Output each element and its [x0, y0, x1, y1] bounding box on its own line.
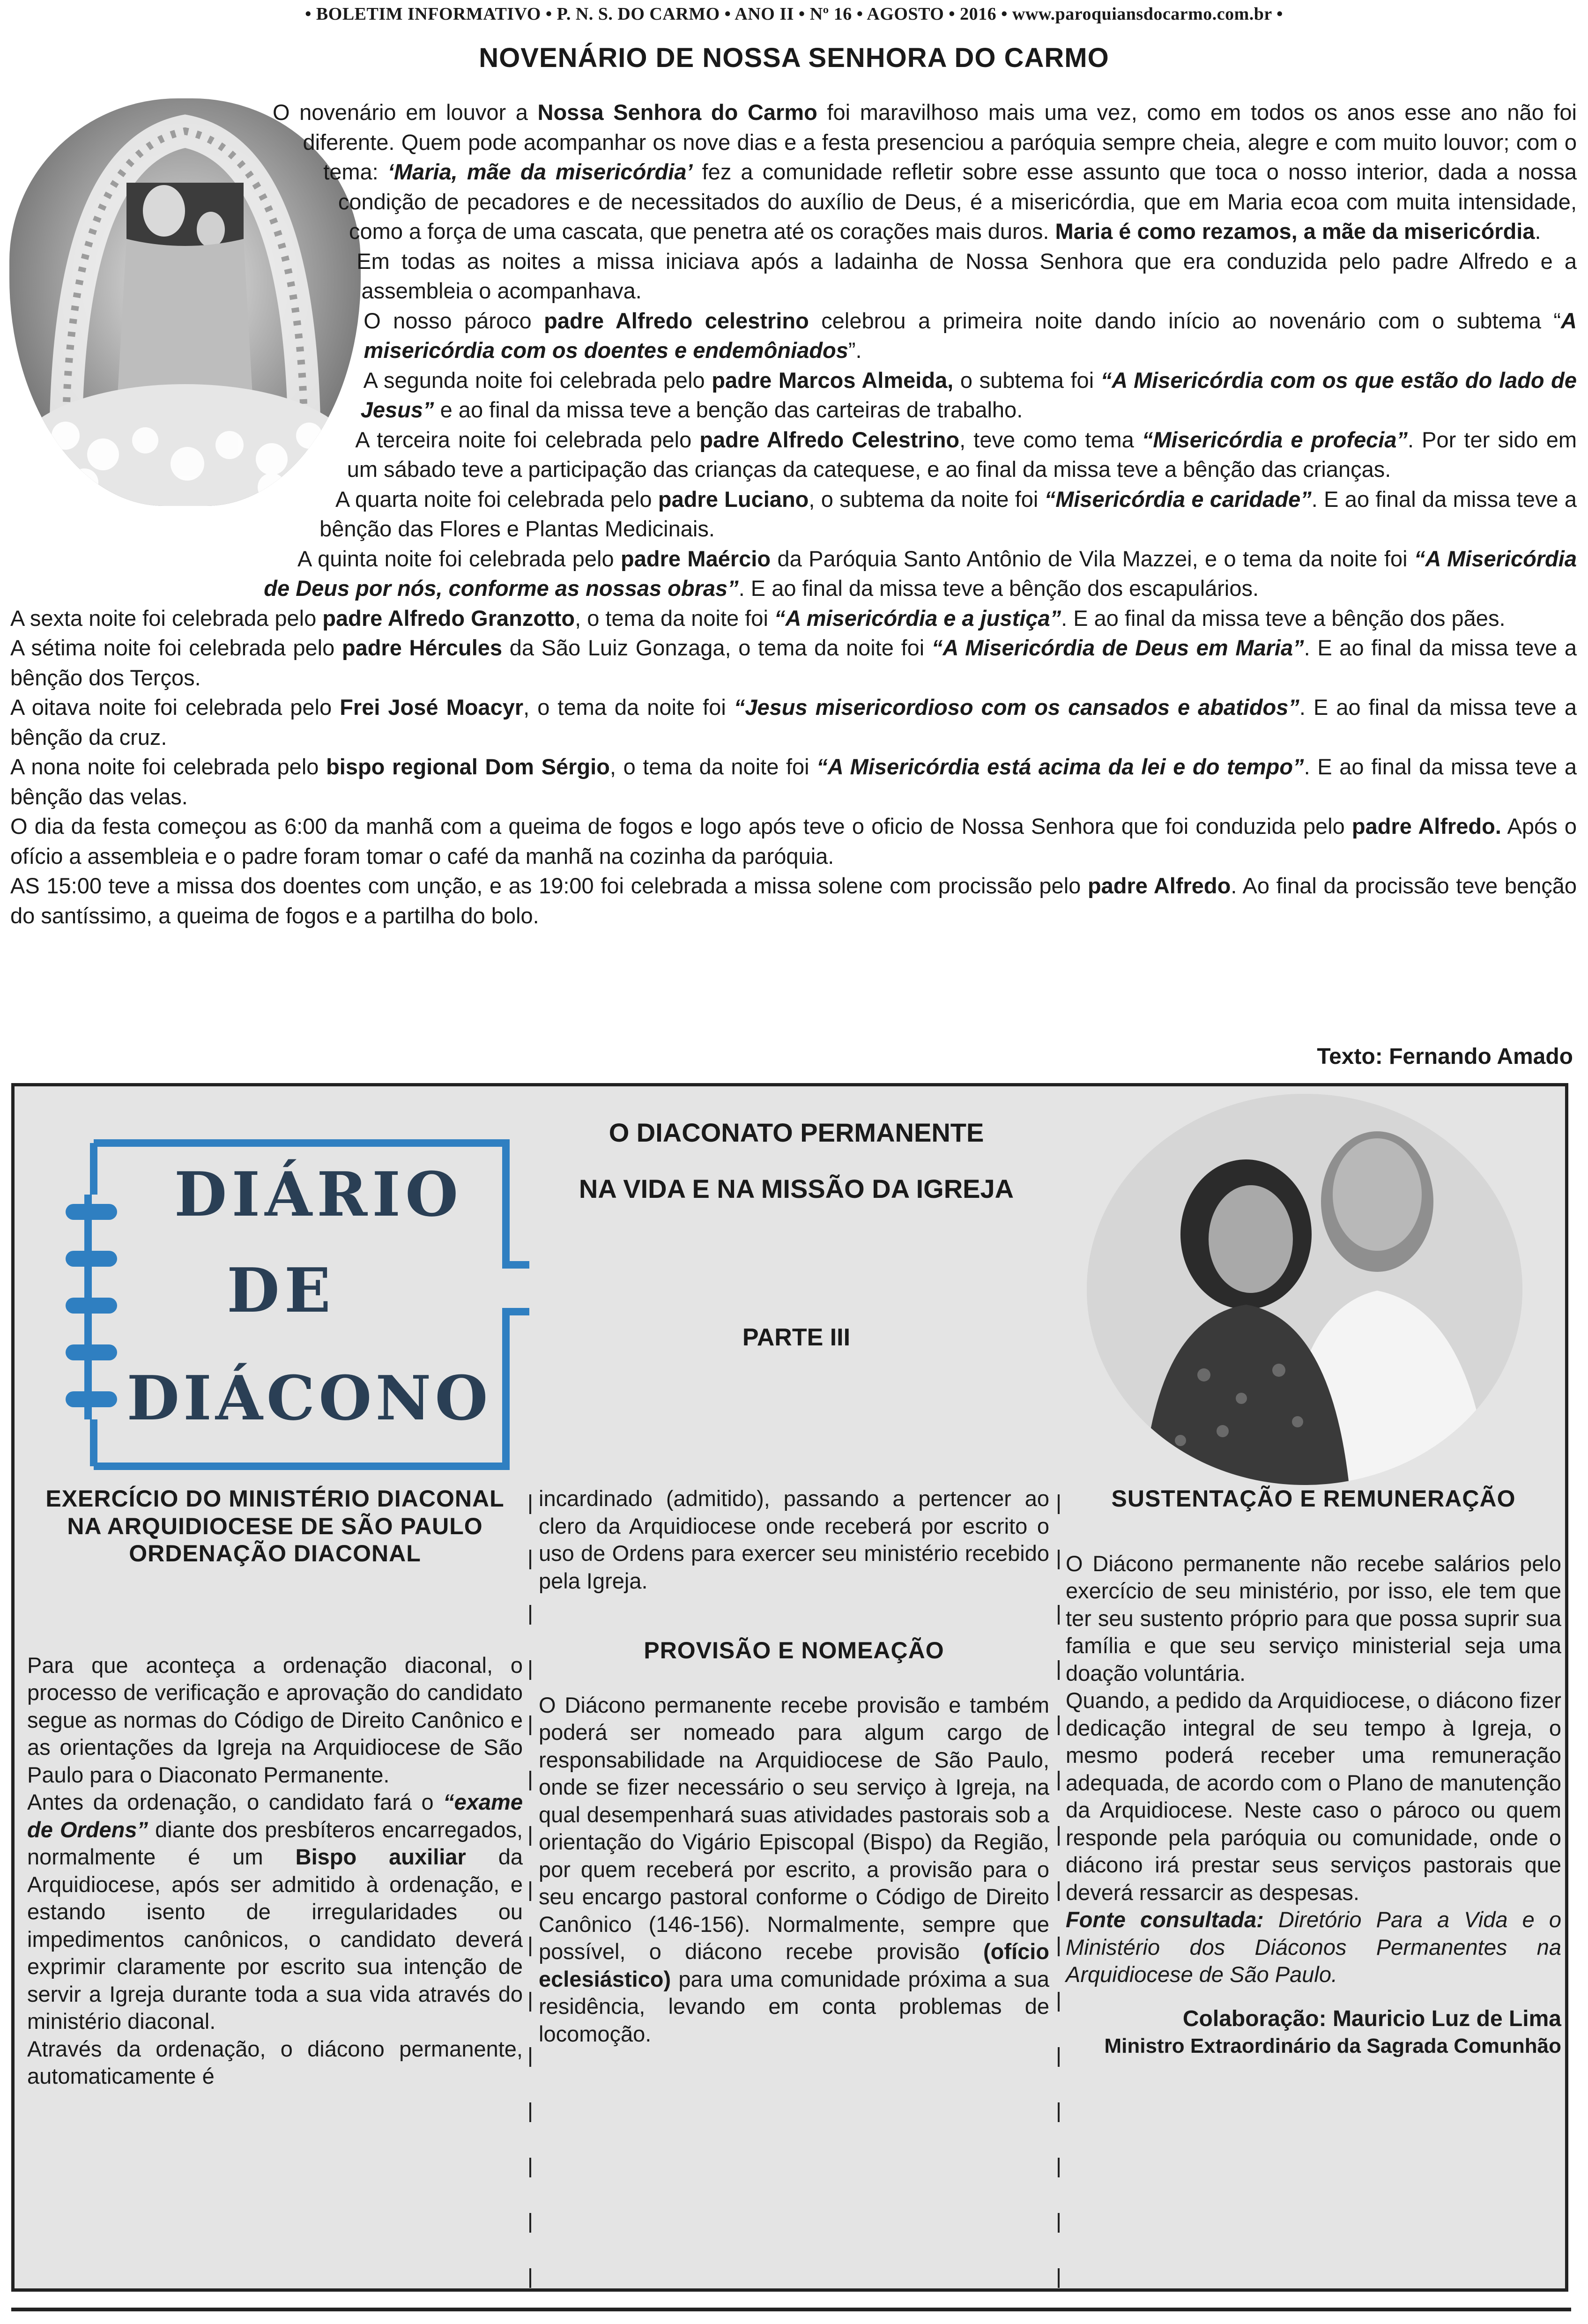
separator-dash: [1058, 1826, 1060, 1846]
logo-line3: DIÁCONO: [126, 1362, 492, 1434]
photo-wrap-space: [10, 97, 371, 597]
text-run: ”.: [848, 338, 862, 363]
col1-heading-line3: ORDENAÇÃO DIACONAL: [129, 1540, 421, 1567]
text-run: padre Alfredo Celestrino: [699, 427, 960, 452]
text-run: A quarta noite foi celebrada pelo: [335, 486, 658, 512]
article-paragraph: [10, 633, 1577, 692]
collaboration-credit: Colaboração: Mauricio Luz de Lima: [1182, 2006, 1561, 2031]
text-run: para uma comunidade próxima a sua residência, levando em conta problemas de locomoção.: [539, 1966, 1049, 2046]
text-run: A oitava noite foi celebrada pelo: [10, 695, 340, 720]
text-run: O nosso pároco: [364, 308, 544, 333]
col1-paragraph: [27, 1652, 523, 1789]
box-part-label: PARTE III: [742, 1324, 851, 1351]
text-run: celebrou a primeira noite dando início ao novenário com o subtema “: [809, 308, 1561, 333]
text-run: . E ao final da missa teve a bênção das Flores e Plantas Medicinais.: [319, 486, 1577, 541]
article-paragraph: [10, 752, 1577, 811]
text-run: O Diácono permanente recebe provisão e também poderá ser nomeado para algum cargo de responsabilidade na Arquidiocese de São Paulo, onde se fizer necessário o seu serviço à Igreja, na qual desempenhará suas atividades pastorais sob a orientação do Vigário Episcopal (Bispo) da Região, por quem receberá por escrito, a provisão para o seu encargo pastoral conforme o Código de Direito Canônico (146-156). Normalmente, sempre que possível, o diácono recebe provisão: [539, 1692, 1049, 1964]
col1-paragraph: [27, 1789, 523, 2035]
bottom-rule: [11, 2308, 1571, 2311]
separator-dash: [529, 1937, 531, 1956]
text-run: Após o ofício a assembleia e o padre foram tomar o café da manhã na cozinha da paróquia.: [10, 814, 1577, 869]
text-run: padre Alfredo celestrino: [544, 308, 809, 333]
text-run: Fonte consultada:: [1066, 1907, 1264, 1932]
text-run: padre Maércio: [621, 546, 771, 571]
separator-dash: [1058, 2268, 1060, 2288]
separator-dash: [529, 1771, 531, 1790]
article-credit: Texto: Fernando Amado: [1317, 1044, 1573, 1069]
column-ordination: [27, 1485, 523, 2090]
text-run: bispo regional Dom Sérgio: [326, 754, 610, 779]
text-run: A quinta noite foi celebrada pelo: [297, 546, 621, 571]
text-run: padre Hércules: [341, 635, 503, 660]
text-run: Frei José Moacyr: [340, 695, 524, 720]
text-run: Em todas as noites a missa iniciava após a ladainha de Nossa Senhora que era conduzida pelo padre Alfredo e a assembleia o acompanhava.: [356, 248, 1577, 303]
text-run: , o tema da noite foi: [575, 605, 774, 631]
text-run: “A misericórdia e a justiça”: [774, 605, 1061, 631]
deacon-couple-photo: [1087, 1094, 1522, 1485]
text-run: . Ao final da procissão teve benção do santíssimo, a queima de fogos e a partilha do bolo.: [10, 873, 1577, 928]
column-provision: [539, 1485, 1049, 2048]
col3-paragraph: [1066, 1687, 1561, 1906]
text-run: Maria é como rezamos, a mãe da misericórdia: [1055, 219, 1535, 244]
separator-dash: [1058, 1715, 1060, 1735]
text-run: A terceira noite foi celebrada pelo: [355, 427, 700, 452]
separator-dash: [1058, 1992, 1060, 2012]
article-paragraph: [10, 603, 1577, 633]
col3-paragraphs: [1066, 1550, 1561, 1989]
text-run: “exame de Ordens”: [27, 1789, 523, 1842]
text-run: Quando, a pedido da Arquidiocese, o diácono fizer dedicação integral de seu tempo à Igreja, o mesmo poderá receber uma remuneração adequada, de acordo com o Plano de manutenção da Arquidiocese. Neste caso o pároco ou quem responde pela paróquia ou comunidade, onde o diácono irá prestar seus serviços pastorais que deverá ressarcir as despesas.: [1066, 1688, 1561, 1905]
col2-intro: [539, 1485, 1049, 1595]
text-run: Diretório Para a Vida e o Ministério dos Diáconos Permanentes na Arquidiocese de São Paulo.: [1066, 1907, 1561, 1987]
separator-dash: [529, 1826, 531, 1846]
separator-dash: [1058, 1771, 1060, 1790]
article-title: NOVENÁRIO DE NOSSA SENHORA DO CARMO: [479, 43, 1109, 73]
col1-paragraphs: [27, 1652, 523, 2090]
separator-dash: [529, 1881, 531, 1901]
col3-heading: SUSTENTAÇÃO E REMUNERAÇÃO: [1111, 1485, 1516, 1512]
text-run: . E ao final da missa teve a bênção dos Terços.: [10, 635, 1577, 690]
text-run: Bispo auxiliar: [295, 1844, 466, 1869]
separator-dash: [1058, 2047, 1060, 2067]
text-run: “A Misericórdia está acima da lei e do tempo”: [816, 754, 1304, 779]
text-run: , o tema da noite foi: [609, 754, 817, 779]
separator-dash: [529, 1494, 531, 1514]
article-body: [10, 97, 1577, 930]
text-run: . E ao final da missa teve a bênção da cruz.: [10, 695, 1577, 750]
text-run: A sexta noite foi celebrada pelo: [10, 605, 323, 631]
text-run: padre Alfredo: [1087, 873, 1231, 898]
separator-dash: [1058, 1605, 1060, 1625]
col1-heading-line1: EXERCÍCIO DO MINISTÉRIO DIACONAL: [45, 1485, 505, 1512]
text-run: . E ao final da missa teve a bênção dos pães.: [1061, 605, 1506, 631]
text-run: padre Marcos Almeida,: [712, 367, 954, 393]
logo-line1: DIÁRIO: [174, 1158, 463, 1230]
text-run: , teve como tema: [959, 427, 1142, 452]
text-run: AS 15:00 teve a missa dos doentes com unção, e as 19:00 foi celebrada a missa solene com procissão pelo: [10, 873, 1088, 898]
text-run: .: [1535, 219, 1541, 244]
text-run: o subtema foi: [953, 367, 1101, 393]
box-title-line2: NA VIDA E NA MISSÃO DA IGREJA: [579, 1174, 1014, 1203]
logo-line2: DE: [227, 1255, 335, 1326]
text-run: da Arquidiocese, após ser admitido à ordenação, e estando isento de irregularidades ou impedimentos canônicos, o candidato deverá exprimir claramente por escrito sua intenção de servir a Igreja durante toda a sua vida através do ministério diaconal.: [27, 1844, 523, 2034]
separator-dash: [529, 1992, 531, 2012]
text-run: . E ao final da missa teve a bênção dos escapulários.: [738, 576, 1259, 601]
col2-paragraph: [539, 1692, 1049, 2048]
text-run: e ao final da missa teve a benção das carteiras de trabalho.: [434, 397, 1023, 422]
separator-dash: [1058, 1550, 1060, 1569]
text-run: Através da ordenação, o diácono permanente, automaticamente é: [27, 2036, 523, 2088]
text-run: padre Alfredo.: [1351, 814, 1501, 839]
separator-dash: [1058, 1494, 1060, 1514]
text-run: da São Luiz Gonzaga, o tema da noite foi: [502, 635, 932, 660]
separator-dash: [529, 2102, 531, 2122]
text-run: foi maravilhoso mais uma vez, como em todos os anos esse ano não foi diferente. Quem pode acompanhar os nove dias e a festa presenciou a paróquia sempre cheia, alegre e com muito louvor; com o tema:: [303, 100, 1577, 184]
diario-de-diacono-logo: [56, 1110, 548, 1471]
text-run: , o tema da noite foi: [523, 695, 734, 720]
separator-dash: [529, 1660, 531, 1680]
text-run: ‘Maria, mãe da misericórdia’: [387, 159, 693, 184]
text-run: A sétima noite foi celebrada pelo: [10, 635, 342, 660]
text-run: padre Luciano: [658, 486, 809, 512]
text-run: Antes da ordenação, o candidato fará o: [27, 1789, 444, 1814]
text-run: O novenário em louvor a: [272, 100, 538, 125]
text-run: Para que aconteça a ordenação diaconal, o processo de verificação e aprovação do candidato segue as normas do Código de Direito Canônico e as orientações da Igreja na Arquidiocese de São Paulo para o Diaconato Permanente.: [27, 1652, 523, 1787]
article-paragraph: [10, 692, 1577, 752]
text-run: (ofício eclesiástico): [539, 1939, 1049, 1991]
text-run: padre Alfredo Granzotto: [322, 605, 575, 631]
separator-dash: [1058, 1937, 1060, 1956]
text-run: A nona noite foi celebrada pelo: [10, 754, 327, 779]
separator-dash: [529, 2047, 531, 2067]
col3-paragraph: [1066, 1550, 1561, 1687]
separator-dash: [529, 2268, 531, 2288]
text-run: diante dos presbíteros encarregados, normalmente é um: [27, 1817, 523, 1869]
text-run: Nossa Senhora do Carmo: [537, 100, 817, 125]
col2-paragraphs: [539, 1692, 1049, 2048]
separator-dash: [1058, 1660, 1060, 1680]
text-run: “Misericórdia e caridade”: [1044, 486, 1312, 512]
article-paragraph: [10, 871, 1577, 930]
text-run: “A Misericórdia com os que estão do lado de Jesus”: [360, 367, 1577, 422]
col2-heading: PROVISÃO E NOMEAÇÃO: [644, 1637, 944, 1663]
separator-dash: [529, 1605, 531, 1625]
text-run: O dia da festa começou as 6:00 da manhã com a queima de fogos e logo após teve o oficio de Nossa Senhora que foi conduzida pelo: [10, 814, 1352, 839]
col2-intro-paragraph: [539, 1485, 1049, 1595]
separator-dash: [529, 1550, 531, 1569]
article-paragraph: [10, 811, 1577, 871]
column-sustenance: [1066, 1485, 1561, 2060]
text-run: A segunda noite foi celebrada pelo: [363, 367, 712, 393]
separator-dash: [529, 2158, 531, 2177]
text-run: , o subtema da noite foi: [809, 486, 1045, 512]
separator-dash: [1058, 2102, 1060, 2122]
text-run: “A Misericórdia de Deus em Maria”: [931, 635, 1304, 660]
text-run: da Paróquia Santo Antônio de Vila Mazzei, e o tema da noite foi: [771, 546, 1415, 571]
text-run: “A Misericórdia de Deus por nós, conforme as nossas obras”: [264, 546, 1577, 601]
collaborator-role: Ministro Extraordinário da Sagrada Comunhão: [1104, 2034, 1561, 2057]
col3-paragraph: [1066, 1906, 1561, 1989]
separator-dash: [529, 1715, 531, 1735]
text-run: A misericórdia com os doentes e endemôniados: [364, 308, 1577, 363]
separator-dash: [1058, 2158, 1060, 2177]
separator-dash: [529, 2213, 531, 2233]
text-run: fez a comunidade refletir sobre esse assunto que toca o nosso interior, dada a nossa condição de pecadores e de necessitados do auxílio de Deus, é a misericórdia, que em Maria ecoa com muita intensidade, como a força de uma cascata, que penetra até os corações mais duros.: [338, 159, 1577, 244]
text-run: “Jesus misericordioso com os cansados e abatidos”: [734, 695, 1299, 720]
separator-dash: [1058, 1881, 1060, 1901]
col1-paragraph: [27, 2035, 523, 2090]
text-run: O Diácono permanente não recebe salários pelo exercício de seu ministério, por isso, ele tem que ter seu sustento próprio para que possa suprir sua família e que seu serviço ministerial seja uma doação voluntária.: [1066, 1551, 1561, 1685]
box-title-line1: O DIACONATO PERMANENTE: [608, 1118, 984, 1147]
text-run: . E ao final da missa teve a bênção das velas.: [10, 754, 1577, 809]
bulletin-header: • BOLETIM INFORMATIVO • P. N. S. DO CARMO • ANO II • Nº 16 • AGOSTO • 2016 • www.paroquiansdocarmo.com.br •: [305, 4, 1283, 24]
separator-dash: [1058, 2213, 1060, 2233]
text-run: “Misericórdia e profecia”: [1142, 427, 1408, 452]
col1-heading-line2: NA ARQUIDIOCESE DE SÃO PAULO: [67, 1513, 483, 1539]
text-run: . Por ter sido em um sábado teve a participação das crianças da catequese, e ao final da missa teve a bênção das crianças.: [347, 427, 1577, 482]
text-run: incardinado (admitido), passando a pertencer ao clero da Arquidiocese onde receberá por escrito o uso de Ordens para exercer seu ministério recebido pela Igreja.: [539, 1486, 1049, 1593]
